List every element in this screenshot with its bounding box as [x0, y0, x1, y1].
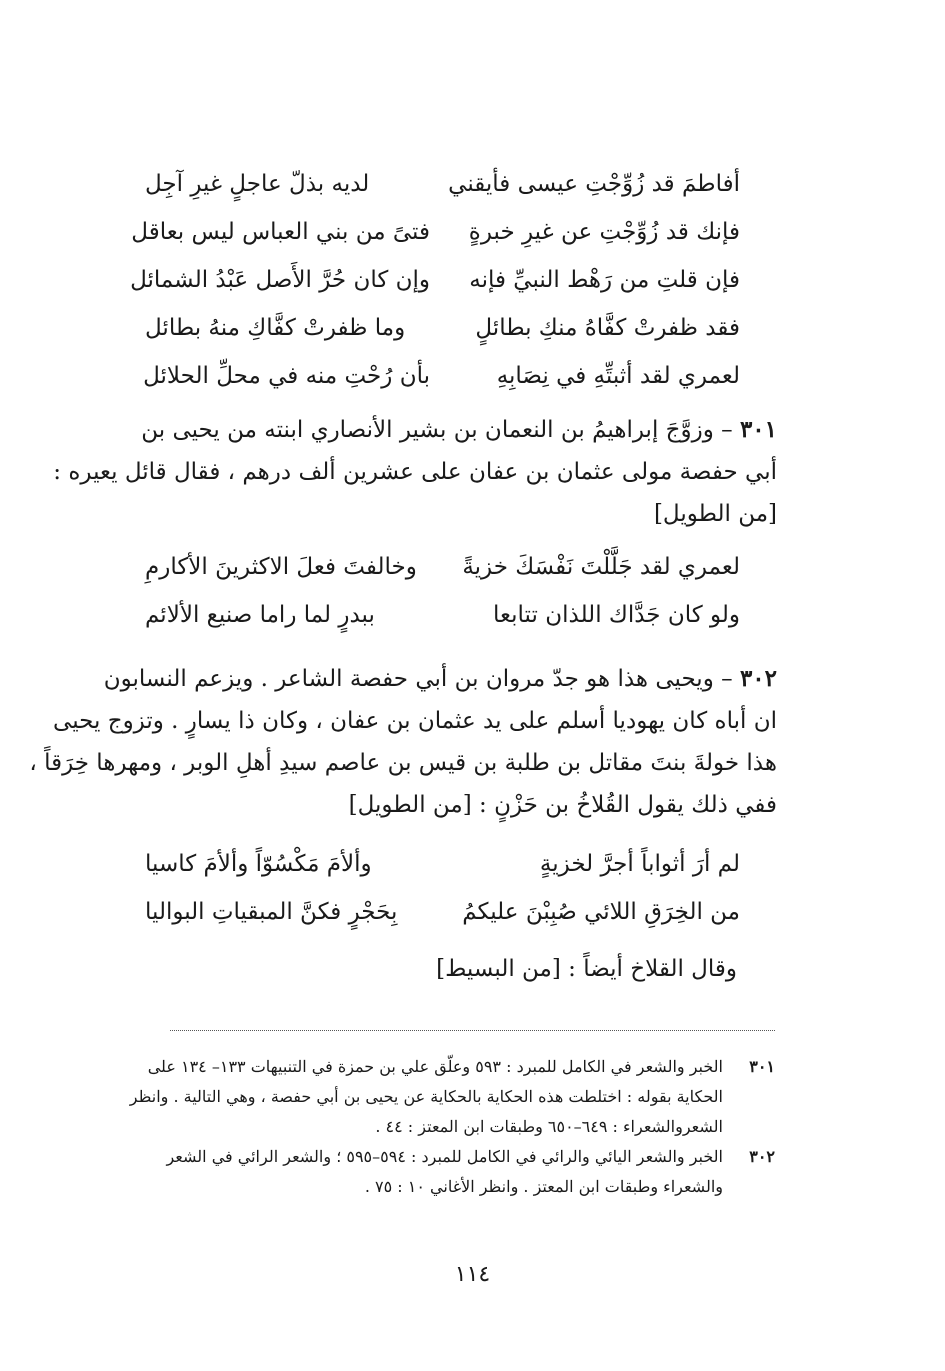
entry-number: ٣٠٢ — [739, 665, 777, 692]
paragraph-line: ففي ذلك يقول القُلاخُ بن حَزْنٍ : [من الطويل] — [348, 792, 777, 818]
footnote-302 — [105, 1142, 775, 1202]
footnote-number: ٣٠١ — [749, 1057, 775, 1076]
paragraph-line: أبي حفصة مولى عثمان بن عفان على عشرين ألف درهم ، فقال قائل يعيره : — [53, 459, 777, 485]
paragraph-line: وقال القلاخ أيضاً : [من البسيط] — [436, 956, 737, 982]
hemistich-first: لعمري لقد جَلَّلْتَ نَفْسَكَ خزيةً — [462, 554, 740, 580]
page-number: ١١٤ — [454, 1262, 491, 1287]
hemistich-first: من الخِرَقِ اللائي صُبِبْنَ عليكمُ — [462, 899, 740, 925]
footnote-line: الحكاية بقوله : اختلطت هذه الحكاية بالحكاية عن يحيى بن أبي حفصة ، وهي التالية . وانظر — [129, 1087, 723, 1106]
footnote-line: الشعروالشعراء : ٦٤٩–٦٥٠ وطبقات ابن المعتز : ٤٤ . — [375, 1117, 723, 1136]
hemistich-second: بأن رُحْتِ منه في محلِّ الحلائل — [143, 363, 430, 389]
paragraph-line: ان أباه كان يهوديا أسلم على يد عثمان بن عفان ، وكان ذا يسارٍ . وتزوج يحيى — [53, 708, 777, 734]
paragraph-line — [103, 658, 777, 700]
paragraph-line — [107, 409, 777, 451]
hemistich-second: لديه بذلّ عاجلٍ غيرِ آجِل — [145, 171, 370, 197]
hemistich-second: ببدرٍ لما راما صنيع الألائم — [145, 602, 375, 628]
closing-paragraph — [177, 948, 737, 990]
footnote-line: الخبر والشعر اليائي والرائي في الكامل للمبرد : ٥٩٤–٥٩٥ ؛ والشعر الرائي في الشعر — [166, 1147, 723, 1166]
verse — [145, 352, 740, 400]
hemistich-second: وألأمَ مَكْسُوّاً وألأمَ كاسيا — [145, 851, 372, 877]
footnote-line: والشعراء وطبقات ابن المعتز . وانظر الأغاني ١٠ : ٧٥ . — [364, 1177, 723, 1196]
verse — [145, 160, 740, 208]
hemistich-first: فقد ظفرتْ كفَّاهُ منكِ بطائلٍ — [475, 315, 740, 341]
hemistich-second: وخالفتَ فعلَ الاكثرينَ الأكارمِ — [145, 554, 417, 580]
hemistich-first: أفاطمَ قد زُوِّجْتِ عيسى فأيقني — [448, 171, 740, 197]
paragraph-302 — [29, 658, 777, 826]
hemistich-second: بِحَجْرٍ فكنَّ المبقياتِ البواليا — [145, 899, 398, 925]
hemistich-first: ولو كان جَدَّاك اللذان تتابعا — [493, 602, 740, 628]
hemistich-first: لعمري لقد أثبتِّهِ في نِصَابِهِ — [496, 363, 740, 389]
verse — [145, 840, 740, 888]
hemistich-second: وإن كان حُرَّ الأَصل عَبْدُ الشمائل — [130, 267, 430, 293]
footnote-line: الخبر والشعر في الكامل للمبرد : ٥٩٣ وعلّق علي بن حمزة في التنبيهات ١٣٣– ١٣٤ على — [147, 1057, 723, 1076]
hemistich-first: فإن قلتِ من رَهْط النبيِّ فإنه — [469, 267, 740, 293]
hemistich-first: لم أرَ أثواباً أجرَّ لخزيةٍ — [539, 851, 740, 877]
poem-block-1 — [130, 160, 740, 400]
verse — [145, 304, 740, 352]
hemistich-second: وما ظفرتْ كفَّاكِ منهُ بطائل — [145, 315, 406, 341]
verse — [130, 256, 740, 304]
poem-block-3 — [145, 840, 740, 936]
poem-block-2 — [145, 543, 740, 639]
hemistich-first: فإنك قد زُوِّجْتِ عن غيرِ خبرةٍ — [468, 219, 740, 245]
verse — [145, 543, 740, 591]
footnote-divider — [170, 1030, 775, 1031]
paragraph-text: – وزوَّجَ إبراهيمُ بن النعمان بن بشير الأنصاري ابنته من يحيى بن — [141, 417, 740, 443]
verse — [145, 591, 740, 639]
paragraph-line: هذا خولةَ بنتَ مقاتل بن طلبة بن قيس بن عاصم سيدِ أهلِ الوبر ، ومهرها خِرَقاً ، — [29, 750, 777, 776]
verse — [131, 208, 740, 256]
verse — [145, 888, 740, 936]
hemistich-second: فتىً من بني العباس ليس بعاقل — [131, 219, 430, 245]
entry-number: ٣٠١ — [739, 416, 777, 443]
footnote-number: ٣٠٢ — [749, 1147, 775, 1166]
paragraph-301 — [53, 409, 777, 535]
footnotes — [105, 1052, 775, 1202]
meter-label: [من الطويل] — [653, 501, 777, 527]
footnote-301 — [105, 1052, 775, 1142]
paragraph-text: – ويحيى هذا هو جدّ مروان بن أبي حفصة الشاعر . ويزعم النسابون — [103, 666, 740, 692]
